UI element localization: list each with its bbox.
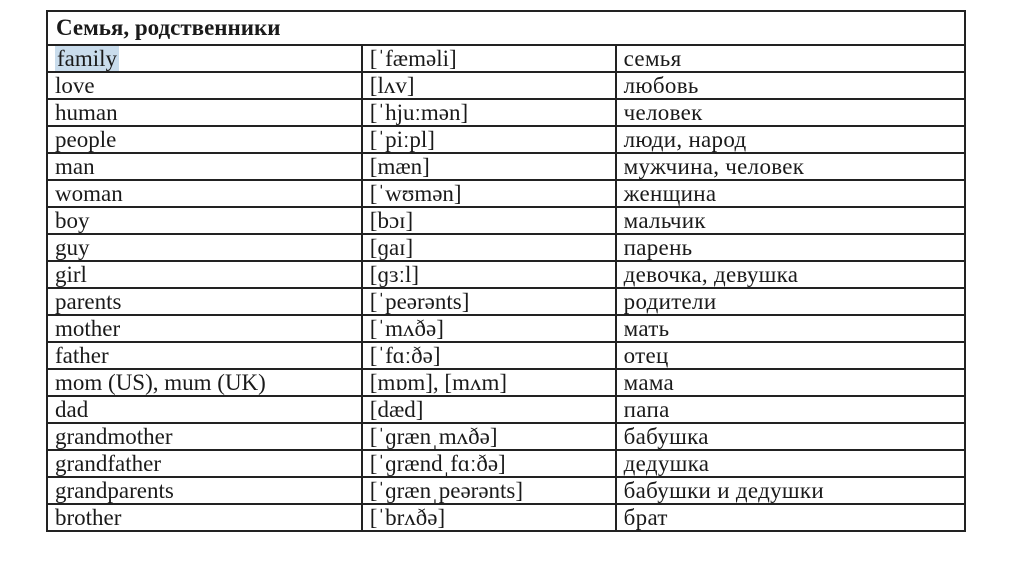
word-cell	[47, 369, 362, 396]
transcription-cell: [ɡɜːl]	[362, 261, 616, 288]
translation-cell: мужчина, человек	[616, 153, 965, 180]
translation-cell: любовь	[616, 72, 965, 99]
translation-cell: женщина	[616, 180, 965, 207]
english-word: grandmother	[55, 424, 173, 449]
word-cell	[47, 234, 362, 261]
table-row	[47, 153, 965, 180]
english-word: human	[55, 100, 118, 125]
transcription-cell: [mɒm], [mʌm]	[362, 369, 616, 396]
word-cell	[47, 72, 362, 99]
table-row	[47, 126, 965, 153]
table-row	[47, 288, 965, 315]
transcription-cell: [ˈɡrænˌpeərənts]	[362, 477, 616, 504]
translation-cell: родители	[616, 288, 965, 315]
translation-cell: дедушка	[616, 450, 965, 477]
transcription-cell: [ˈpiːpl]	[362, 126, 616, 153]
table-row	[47, 72, 965, 99]
transcription-cell: [ˈwʊmən]	[362, 180, 616, 207]
english-word: father	[55, 343, 109, 368]
table-body	[47, 45, 965, 531]
word-cell	[47, 477, 362, 504]
english-word: mother	[55, 316, 121, 341]
transcription-cell: [ˈfæməli]	[362, 45, 616, 72]
vocabulary-table	[46, 10, 966, 532]
transcription-cell: [ˈfɑːðə]	[362, 342, 616, 369]
table-row	[47, 477, 965, 504]
english-word: grandparents	[55, 478, 174, 503]
english-word: love	[55, 73, 95, 98]
translation-cell: люди, народ	[616, 126, 965, 153]
english-word: boy	[55, 208, 90, 233]
english-word: guy	[55, 235, 90, 260]
translation-cell: бабушки и дедушки	[616, 477, 965, 504]
word-cell	[47, 423, 362, 450]
word-cell	[47, 126, 362, 153]
word-cell	[47, 450, 362, 477]
word-cell	[47, 153, 362, 180]
english-word: man	[55, 154, 95, 179]
table-title: Семья, родственники	[47, 11, 965, 45]
table-row	[47, 450, 965, 477]
table-row	[47, 207, 965, 234]
english-word: mom (US), mum (UK)	[55, 370, 266, 395]
word-cell	[47, 180, 362, 207]
word-cell	[47, 315, 362, 342]
translation-cell: брат	[616, 504, 965, 531]
transcription-cell: [ˈɡrænˌmʌðə]	[362, 423, 616, 450]
word-cell	[47, 288, 362, 315]
table-row	[47, 342, 965, 369]
transcription-cell: [ˈmʌðə]	[362, 315, 616, 342]
transcription-cell: [lʌv]	[362, 72, 616, 99]
transcription-cell: [dæd]	[362, 396, 616, 423]
word-cell	[47, 207, 362, 234]
transcription-cell: [ˈbrʌðə]	[362, 504, 616, 531]
translation-cell: мама	[616, 369, 965, 396]
english-word: parents	[55, 289, 122, 314]
translation-cell: папа	[616, 396, 965, 423]
english-word: grandfather	[55, 451, 161, 476]
translation-cell: мать	[616, 315, 965, 342]
word-cell	[47, 504, 362, 531]
word-cell	[47, 99, 362, 126]
table-row	[47, 396, 965, 423]
transcription-cell: [bɔɪ]	[362, 207, 616, 234]
translation-cell: бабушка	[616, 423, 965, 450]
table-title-row	[47, 11, 965, 45]
transcription-cell: [ɡaɪ]	[362, 234, 616, 261]
translation-cell: человек	[616, 99, 965, 126]
transcription-cell: [ˈpeərənts]	[362, 288, 616, 315]
translation-cell: мальчик	[616, 207, 965, 234]
table-row	[47, 369, 965, 396]
english-word: people	[55, 127, 117, 152]
table-row	[47, 180, 965, 207]
english-word: girl	[55, 262, 87, 287]
english-word: dad	[55, 397, 89, 422]
table-row	[47, 261, 965, 288]
translation-cell: девочка, девушка	[616, 261, 965, 288]
table-row	[47, 45, 965, 72]
table-row	[47, 423, 965, 450]
translation-cell: отец	[616, 342, 965, 369]
english-word: woman	[55, 181, 123, 206]
table-row	[47, 234, 965, 261]
english-word: brother	[55, 505, 122, 530]
translation-cell: семья	[616, 45, 965, 72]
word-cell	[47, 396, 362, 423]
word-cell	[47, 261, 362, 288]
table-row	[47, 315, 965, 342]
transcription-cell: [mæn]	[362, 153, 616, 180]
word-cell	[47, 342, 362, 369]
translation-cell: парень	[616, 234, 965, 261]
table-row	[47, 99, 965, 126]
english-word: family	[57, 46, 118, 71]
transcription-cell: [ˈɡrændˌfɑːðə]	[362, 450, 616, 477]
table-row	[47, 504, 965, 531]
word-cell	[47, 45, 362, 72]
transcription-cell: [ˈhjuːmən]	[362, 99, 616, 126]
